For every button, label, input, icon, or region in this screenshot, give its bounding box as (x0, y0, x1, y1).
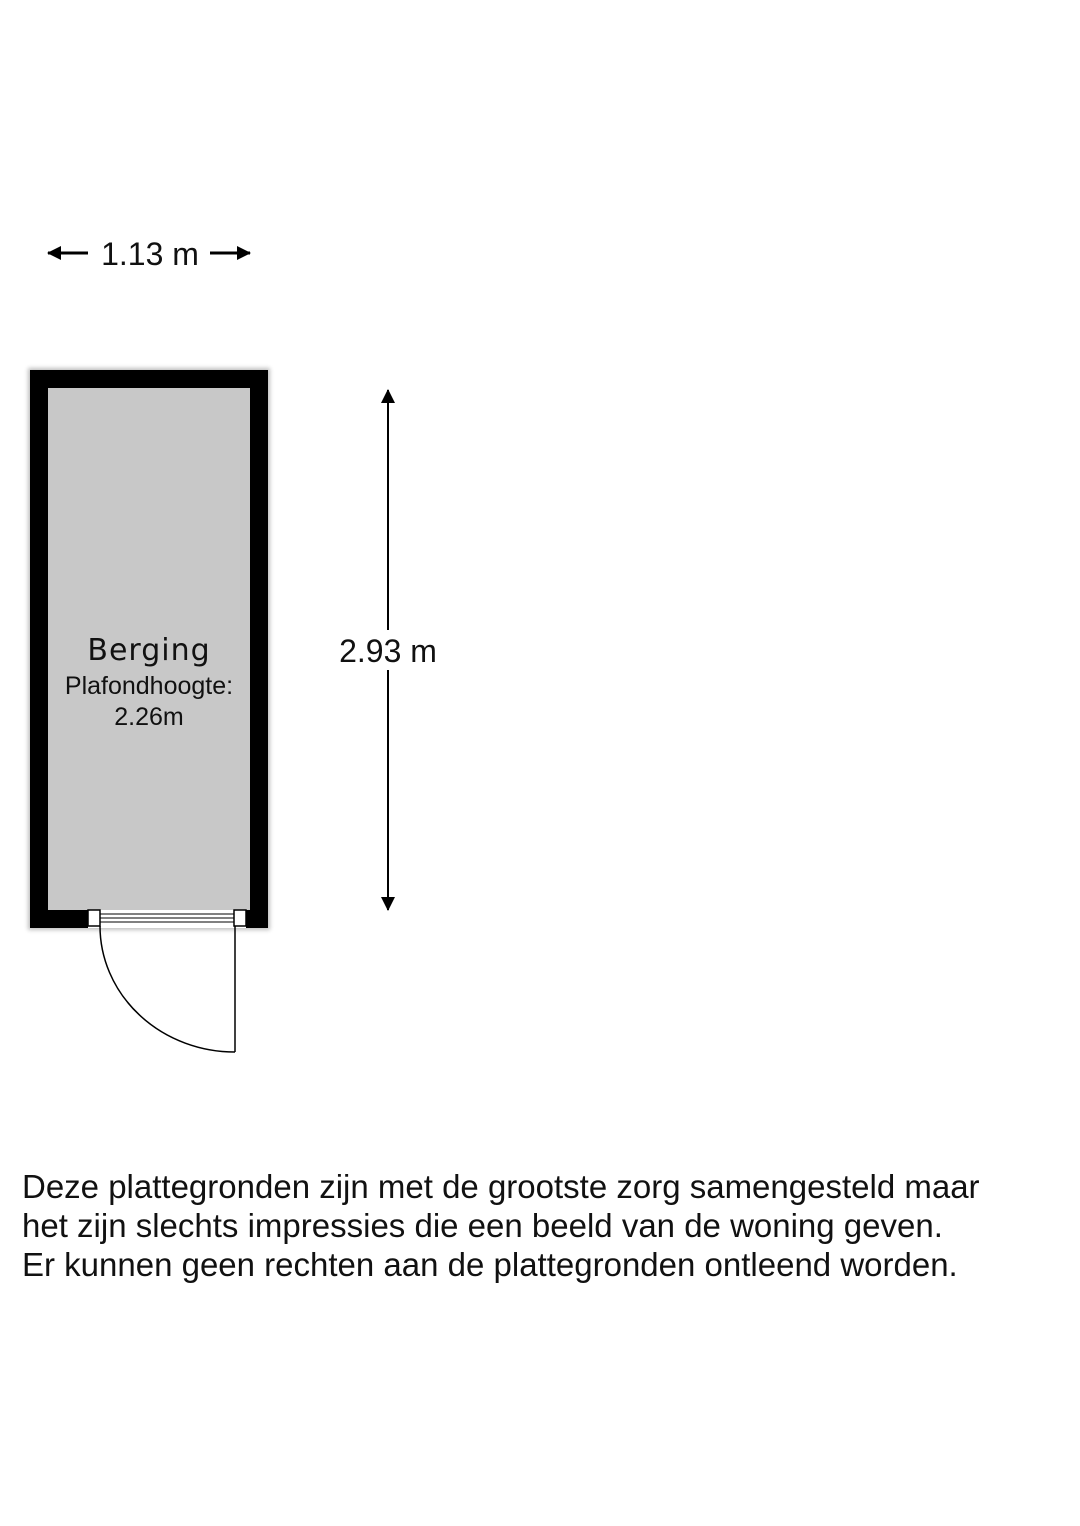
disclaimer-line-2: het zijn slechts impressies die een beeld van de woning geven. (22, 1207, 943, 1244)
width-dimension (48, 236, 250, 272)
door-swing-arc (100, 926, 235, 1052)
disclaimer-line-3: Er kunnen geen rechten aan de plattegronden ontleend worden. (22, 1246, 958, 1283)
door-jamb-right (234, 910, 246, 926)
disclaimer-text (22, 1167, 1072, 1284)
door-jamb-left (88, 910, 100, 926)
ceiling-height-label: Plafondhoogte: (64, 672, 234, 700)
room-berging (28, 368, 270, 1052)
width-label: 1.13 m (101, 236, 199, 272)
room-name: Berging (87, 633, 211, 668)
length-label: 2.93 m (339, 633, 437, 669)
door-opening (88, 910, 246, 928)
length-dimension (334, 390, 442, 910)
ceiling-height-value: 2.26m (114, 703, 184, 731)
disclaimer-line-1: Deze plattegronden zijn met de grootste zorg samengesteld maar (22, 1168, 980, 1205)
